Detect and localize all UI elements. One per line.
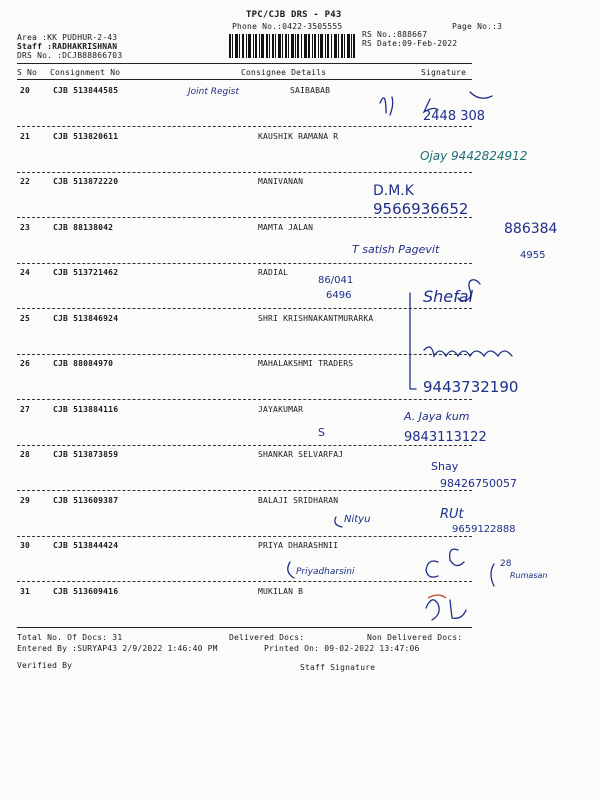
phone-number: Phone No.:0422-3505555 bbox=[232, 22, 343, 31]
row-consignee: MANIVANAN bbox=[258, 177, 304, 186]
row-consignee: SHANKAR SELVARFAJ bbox=[258, 450, 344, 459]
handwritten-note-row30: Priyadharsini bbox=[296, 567, 355, 577]
row-consignment-no: CJB 513609416 bbox=[53, 586, 119, 596]
handwritten-mark-row27: S bbox=[318, 426, 325, 439]
printed-on: Printed On: 09-02-2022 13:47:06 bbox=[264, 644, 420, 653]
signature-scribble-31 bbox=[426, 600, 466, 620]
drs-number: DRS No. :DCJB88866703 bbox=[17, 51, 123, 60]
row-consignee: MAMTA JALAN bbox=[258, 222, 314, 232]
bracket-30b bbox=[491, 564, 494, 586]
row-consignment-no: CJB 513609387 bbox=[53, 495, 119, 505]
row-sno: 29 bbox=[20, 495, 31, 505]
handwritten-phone-row29: 9659122888 bbox=[452, 524, 516, 535]
handwritten-phone-row28: 98426750057 bbox=[440, 477, 517, 490]
page-number: Page No.:3 bbox=[452, 22, 503, 31]
row-consignment-no: CJB 513872220 bbox=[53, 177, 119, 186]
row-consignment-no: CJB 88138042 bbox=[53, 222, 114, 232]
handwritten-name-row23: T satish Pagevit bbox=[352, 243, 440, 256]
bracket-29 bbox=[335, 517, 342, 527]
handwritten-name-row29: RUt bbox=[440, 507, 464, 522]
signature-scribble-20 bbox=[380, 97, 393, 115]
handwritten-phone-row21: Ojay 9442824912 bbox=[420, 149, 528, 163]
area-label: Area :KK PUDHUR-2-43 bbox=[17, 33, 118, 42]
handwritten-code-row23: 4955 bbox=[520, 250, 546, 261]
row-consignment-no: CJB 513884116 bbox=[53, 404, 119, 414]
staff-label: Staff :RADHAKRISHNAN bbox=[17, 42, 118, 51]
delivered-docs: Delivered Docs: bbox=[229, 633, 305, 642]
rs-date: RS Date:09-Feb-2022 bbox=[362, 39, 458, 48]
total-docs: Total No. Of Docs: 31 bbox=[17, 633, 123, 642]
row-consignee: SHRI KRISHNAKANTMURARKA bbox=[258, 313, 374, 323]
col-signature: Signature bbox=[421, 68, 467, 77]
col-consignee: Consignee Details bbox=[241, 68, 327, 77]
col-consignment: Consignment No bbox=[50, 68, 121, 77]
col-sno: S No bbox=[17, 68, 38, 77]
sheet-title: TPC/CJB DRS - P43 bbox=[246, 10, 342, 20]
row-consignee: KAUSHIK RAMANA R bbox=[258, 131, 339, 141]
row-consignee: JAYAKUMAR bbox=[258, 404, 304, 414]
handwritten-code2-row24: 6496 bbox=[326, 290, 352, 301]
handwritten-name-row22: D.M.K bbox=[373, 183, 414, 199]
bracket-30 bbox=[288, 562, 294, 578]
row-consignment-no: CJB 88084970 bbox=[53, 359, 114, 368]
handwritten-code1-row24: 86/041 bbox=[318, 275, 354, 286]
handwritten-phone-row22: 9566936652 bbox=[373, 200, 469, 218]
handwritten-name-row27: A. Jaya kum bbox=[404, 410, 470, 423]
bracket-line bbox=[410, 293, 416, 389]
non-delivered-docs: Non Delivered Docs: bbox=[367, 633, 463, 642]
red-mark bbox=[428, 595, 446, 598]
row-consignment-no: CJB 513846924 bbox=[53, 313, 119, 323]
signature-scribble-30 bbox=[426, 549, 464, 577]
row-sno: 25 bbox=[20, 313, 31, 323]
row-sno: 30 bbox=[20, 541, 31, 550]
handwritten-note-row20: Joint Regist bbox=[188, 87, 239, 97]
row-consignment-no: CJB 513721462 bbox=[53, 268, 119, 277]
handwritten-phone-row26: 9443732190 bbox=[423, 378, 519, 396]
row-consignee: RADIAL bbox=[258, 268, 289, 277]
row-sno: 26 bbox=[20, 359, 31, 368]
signature-scribble-26 bbox=[424, 347, 512, 356]
row-consignment-no: CJB 513844585 bbox=[53, 86, 119, 95]
row-sno: 24 bbox=[20, 268, 31, 277]
row-consignee: SAIBABAB bbox=[290, 86, 331, 95]
entered-by: Entered By :SURYAP43 2/9/2022 1:46:40 PM bbox=[17, 644, 218, 653]
handwritten-number-row23: 886384 bbox=[504, 221, 558, 237]
row-consignee: MAHALAKSHMI TRADERS bbox=[258, 359, 354, 368]
row-sno: 28 bbox=[20, 450, 31, 459]
row-consignee: BALAJI SRIDHARAN bbox=[258, 495, 339, 505]
row-sno: 31 bbox=[20, 586, 31, 596]
row-sno: 20 bbox=[20, 86, 31, 95]
row-consignment-no: CJB 513820611 bbox=[53, 131, 119, 141]
handwritten-note2-row30: Rumasan bbox=[510, 571, 548, 580]
handwritten-note-row29: Nityu bbox=[344, 514, 371, 525]
handwritten-name-row24: Shefal bbox=[423, 287, 474, 306]
row-sno: 27 bbox=[20, 404, 31, 414]
handwritten-phone-row27: 9843113122 bbox=[404, 430, 487, 445]
row-sno: 22 bbox=[20, 177, 31, 186]
handwritten-name-row28: Shay bbox=[431, 460, 459, 473]
staff-signature-label: Staff Signature bbox=[300, 663, 376, 672]
row-consignee: MUKILAN B bbox=[258, 586, 304, 596]
row-sno: 21 bbox=[20, 131, 31, 141]
handwritten-number-row20: 2448 308 bbox=[423, 109, 486, 124]
rs-number: RS No.:888667 bbox=[362, 30, 428, 39]
row-sno: 23 bbox=[20, 222, 31, 232]
row-consignment-no: CJB 513844424 bbox=[53, 541, 119, 550]
handwritten-mark-row30: 28 bbox=[500, 559, 512, 569]
row-consignment-no: CJB 513873859 bbox=[53, 450, 119, 459]
verified-by: Verified By bbox=[17, 661, 73, 670]
row-consignee: PRIYA DHARASHNII bbox=[258, 541, 339, 550]
